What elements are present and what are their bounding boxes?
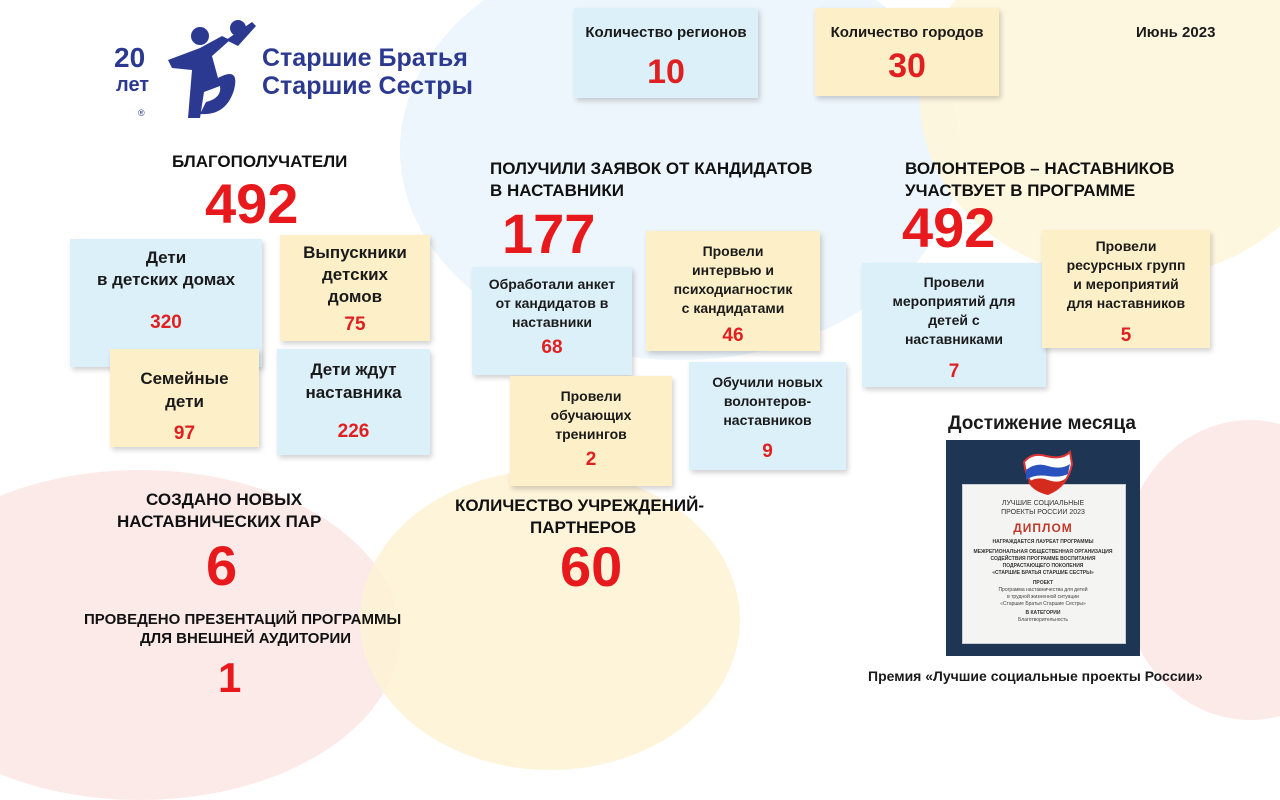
presentations-title-line1: ПРОВЕДЕНО ПРЕЗЕНТАЦИЙ ПРОГРАММЫ [84,611,402,628]
diploma-text-2: МЕЖРЕГИОНАЛЬНАЯ ОБЩЕСТВЕННАЯ ОРГАНИЗАЦИЯ [973,549,1113,555]
family-value: 97 [173,423,196,444]
diploma-text-7: Программа наставничества для детей [998,587,1088,593]
trainings-label-1: Провели [560,388,622,404]
graduates-value: 75 [344,314,366,335]
presentations-title-line2: ДЛЯ ВНЕШНЕЙ АУДИТОРИИ [140,630,352,647]
pairs-value: 6 [206,534,238,597]
interviews-label-4: с кандидатами [681,300,785,316]
trained-card [689,362,846,470]
interviews-label-1: Провели [702,243,764,259]
applications-value: 177 [502,202,596,265]
cities-card [815,8,999,96]
report-date: Июнь 2023 [1136,24,1216,41]
logo [110,18,490,123]
family-card [110,349,259,447]
trainings-card [510,376,672,486]
interviews-label-3: психодиагностик [673,281,793,297]
groups-label-2: ресурсных групп [1066,257,1186,273]
trained-label-1: Обучили новых [712,374,823,390]
trained-label-2: волонтеров- [723,393,812,409]
logo-title-line1: Старшие Братья [262,44,468,72]
cities-value: 30 [888,47,926,85]
diploma-emblem-icon [1018,442,1076,500]
diploma-line1: ЛУЧШИЕ СОЦИАЛЬНЫЕ [1001,500,1085,507]
processed-label-3: наставники [512,314,592,330]
beneficiaries-value: 492 [205,172,299,235]
partners-value: 60 [560,535,623,598]
processed-label-2: от кандидатов в [495,295,609,311]
groups-label-3: и мероприятий [1073,276,1179,292]
pairs-title-line1: СОЗДАНО НОВЫХ [146,490,303,509]
waiting-label-2: наставника [305,383,402,402]
graduates-card [280,235,430,341]
events-label-3: детей с [928,312,980,328]
groups-card [1042,230,1210,348]
waiting-value: 226 [337,421,370,442]
family-label-1: Семейные [140,369,229,388]
volunteers-title-line2: УЧАСТВУЕТ В ПРОГРАММЕ [905,181,1136,200]
groups-label-4: для наставников [1066,295,1186,311]
volunteers-value: 492 [902,196,996,259]
diploma-text-3: СОДЕЙСТВИЯ ПРОГРАММЕ ВОСПИТАНИЯ [990,556,1096,562]
events-label-1: Провели [923,274,985,290]
events-label-2: мероприятий для [892,293,1016,309]
cities-label: Количество городов [830,24,984,41]
processed-value: 68 [541,337,563,358]
trainings-value: 2 [585,449,597,470]
achievement-caption: Премия «Лучшие социальные проекты России» [868,668,1203,684]
diploma-text-6: ПРОЕКТ [1032,580,1054,586]
events-label-4: наставниками [904,331,1004,347]
diploma-text-9: «Старшие Братья Старшие Сестры» [1000,601,1086,607]
logo-years-word: лет [116,74,150,96]
partners-title-line2: ПАРТНЕРОВ [530,518,637,537]
pairs-title-line2: НАСТАВНИЧЕСКИХ ПАР [117,512,322,531]
volunteers-title-line1: ВОЛОНТЕРОВ – НАСТАВНИКОВ [905,159,1175,178]
diploma-text-11: Благотворительность [1018,617,1068,623]
processed-card [472,267,632,375]
presentations-value: 1 [218,654,242,701]
groups-label-1: Провели [1095,238,1157,254]
diploma-text-1: НАГРАЖДАЕТСЯ ЛАУРЕАТ ПРОГРАММЫ [992,539,1094,545]
beneficiaries-title: БЛАГОПОЛУЧАТЕЛИ [172,152,348,171]
diploma-heading: ДИПЛОМ [1013,521,1073,535]
events-card [862,263,1046,387]
interviews-value: 46 [722,325,744,346]
waiting-label-1: Дети ждут [310,360,397,379]
orphanage-label-2: в детских домах [96,270,236,289]
graduates-label-1: Выпускники [303,243,407,262]
orphanage-label-1: Дети [145,248,187,267]
applications-title-line1: ПОЛУЧИЛИ ЗАЯВОК ОТ КАНДИДАТОВ [490,159,813,178]
processed-label-1: Обработали анкет [488,276,616,292]
diploma-text-10: В КАТЕГОРИИ [1025,610,1061,616]
logo-years-number: 20 [114,42,146,73]
logo-figures-icon [160,18,260,123]
trained-value: 9 [762,441,773,462]
diploma-text-5: «СТАРШИЕ БРАТЬЯ СТАРШИЕ СЕСТРЫ» [992,570,1094,576]
family-label-2: дети [165,392,204,411]
graduates-label-2: детских [322,265,388,284]
applications-title-line2: В НАСТАВНИКИ [490,181,624,200]
graduates-label-3: домов [327,287,383,306]
logo-title-line2: Старшие Сестры [262,72,473,100]
regions-label: Количество регионов [585,24,747,41]
orphanage-value: 320 [150,312,182,333]
logo-reg-mark: ® [138,108,145,118]
interviews-card [646,231,820,351]
waiting-card [277,349,430,455]
events-value: 7 [948,361,960,382]
trainings-label-2: обучающих [550,407,632,423]
achievement-title: Достижение месяца [948,413,1136,434]
regions-card [574,8,758,98]
trained-label-3: наставников [723,412,812,428]
diploma-line2: ПРОЕКТЫ РОССИИ 2023 [1001,509,1085,516]
groups-value: 5 [1120,325,1132,346]
diploma-image [946,440,1140,656]
diploma-text-4: ПОДРАСТАЮЩЕГО ПОКОЛЕНИЯ [1002,563,1084,569]
orphanage-card [70,239,262,367]
partners-title-line1: КОЛИЧЕСТВО УЧРЕЖДЕНИЙ- [455,496,705,515]
trainings-label-3: тренингов [555,426,627,442]
regions-value: 10 [647,53,685,91]
diploma-text-8: в трудной жизненной ситуации [1007,594,1079,600]
interviews-label-2: интервью и [692,262,774,278]
